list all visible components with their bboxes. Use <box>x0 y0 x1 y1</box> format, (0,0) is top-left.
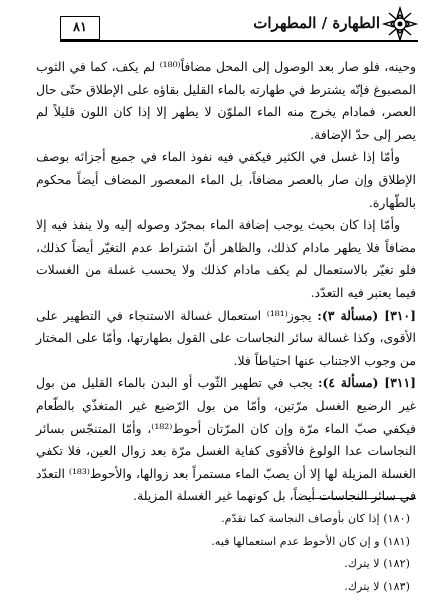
text-line: المصبوغ فإنّه يشترط في طهارته بالماء القليل بقاؤه على الإطلاق حتّى حال العصر، <box>36 81 416 120</box>
issue-paragraph <box>36 372 416 508</box>
text-line: فالأقوى كفاية الغسل مرّة بعد زوال العين، فلا تكفي الغسلة المزيلة لها إلا أن يصبّ <box>36 443 416 481</box>
issue-paragraph <box>36 305 416 373</box>
text-line: غير الغسلة المزيلة. <box>133 488 233 504</box>
text-line: يجوز⁽¹⁸¹⁾ استعمال غسالة الاستنجاء في التطهير على الأقوى، <box>36 307 416 346</box>
footnote: (١٨٢) لا يترك. <box>344 557 410 570</box>
header-rule <box>60 40 418 42</box>
issue-number: [٣١٠] (مسألة ٣): <box>317 307 416 323</box>
running-title: الطهارة / المطهرات <box>253 14 380 32</box>
text-line: فمادام يخرج منه الماء الملوّن لا يطهر إلا إذا كان اللون قليلاً لم يصر إلى حدّ <box>36 104 416 142</box>
text-line: وأمّا إذا كان بحيث يوجب إضافة الماء بمجرّد وصوله إليه ولا ينفذ فيه إلا <box>36 217 400 233</box>
text-line: الاجتناب عنها احتياطاً فلا. <box>233 352 361 368</box>
text-line: الرضيع الغسل مرّتين، وأمّا من بول الرّضيع غير المتغذّي بالطّعام فيكفي صبّ الماء <box>36 397 416 436</box>
footnote: (١٨١) و إن كان الأحوط عدم استعمالها فيه. <box>211 534 410 548</box>
issue-number: [٣١١] (مسألة ٤): <box>317 375 416 391</box>
text-line: بالاستعمال لم يكف مادام كذلك ولا يحسب غسلة من الغسلات فيما يعتبر فيه <box>36 262 416 300</box>
text-line: وكذا غسالة سائر النجاسات على القول بطهارتها، وأمّا على المختار من وجوب <box>36 330 416 368</box>
text-line: وحينه، فلو صار بعد الوصول إلى المحل مضافاً⁽¹⁸⁰⁾ لم يكف، كما في الثوب <box>36 59 416 74</box>
text-line: يجب في تطهير الثّوب أو البدن بالماء القليل من بول غير <box>36 375 416 413</box>
paragraph <box>36 56 416 146</box>
text-line: مضافاً فلا يطهر مادام كذلك، والظاهر أنّ اشتراط عدم التغيّر أيضاً كذلك، فلو تغيّر <box>36 239 416 278</box>
text-line: مرّة وإن كان المرّتان أحوط⁽¹⁸²⁾، وأمّا المتنجّس بسائر النجاسات عدا الولوغ <box>36 420 416 459</box>
text-line: وإن صار بالعصر مضافاً، بل الماء المعصور المضاف أيضاً محكوم بالطّهارة. <box>36 171 416 210</box>
paragraph <box>36 146 416 214</box>
text-line: الماء مستمراً بعد زوالها، والأحوط⁽¹⁸³⁾ التعدّد في سائر النجاسات أيضاً، بل كونهما <box>36 465 416 504</box>
text-line: وأمّا إذا غسل في الكثير فيكفي فيه نفوذ الماء في جميع أجزائه بوصف الإطلاق <box>36 149 416 187</box>
ornament-icon <box>382 6 418 42</box>
paragraph <box>36 214 416 304</box>
text-line: التعدّد. <box>310 284 344 300</box>
footnote: (١٨٠) إذا كان بأوصاف النجاسة كما تقدّم. <box>221 512 410 525</box>
text-line: الإضافة. <box>310 126 352 142</box>
footnote-separator <box>306 498 416 499</box>
footnotes <box>36 508 416 598</box>
footnote: (١٨٣) لا يترك. <box>344 579 410 593</box>
page-header <box>60 12 418 42</box>
body-text <box>36 56 416 508</box>
page-number: ٨١ <box>60 16 100 40</box>
